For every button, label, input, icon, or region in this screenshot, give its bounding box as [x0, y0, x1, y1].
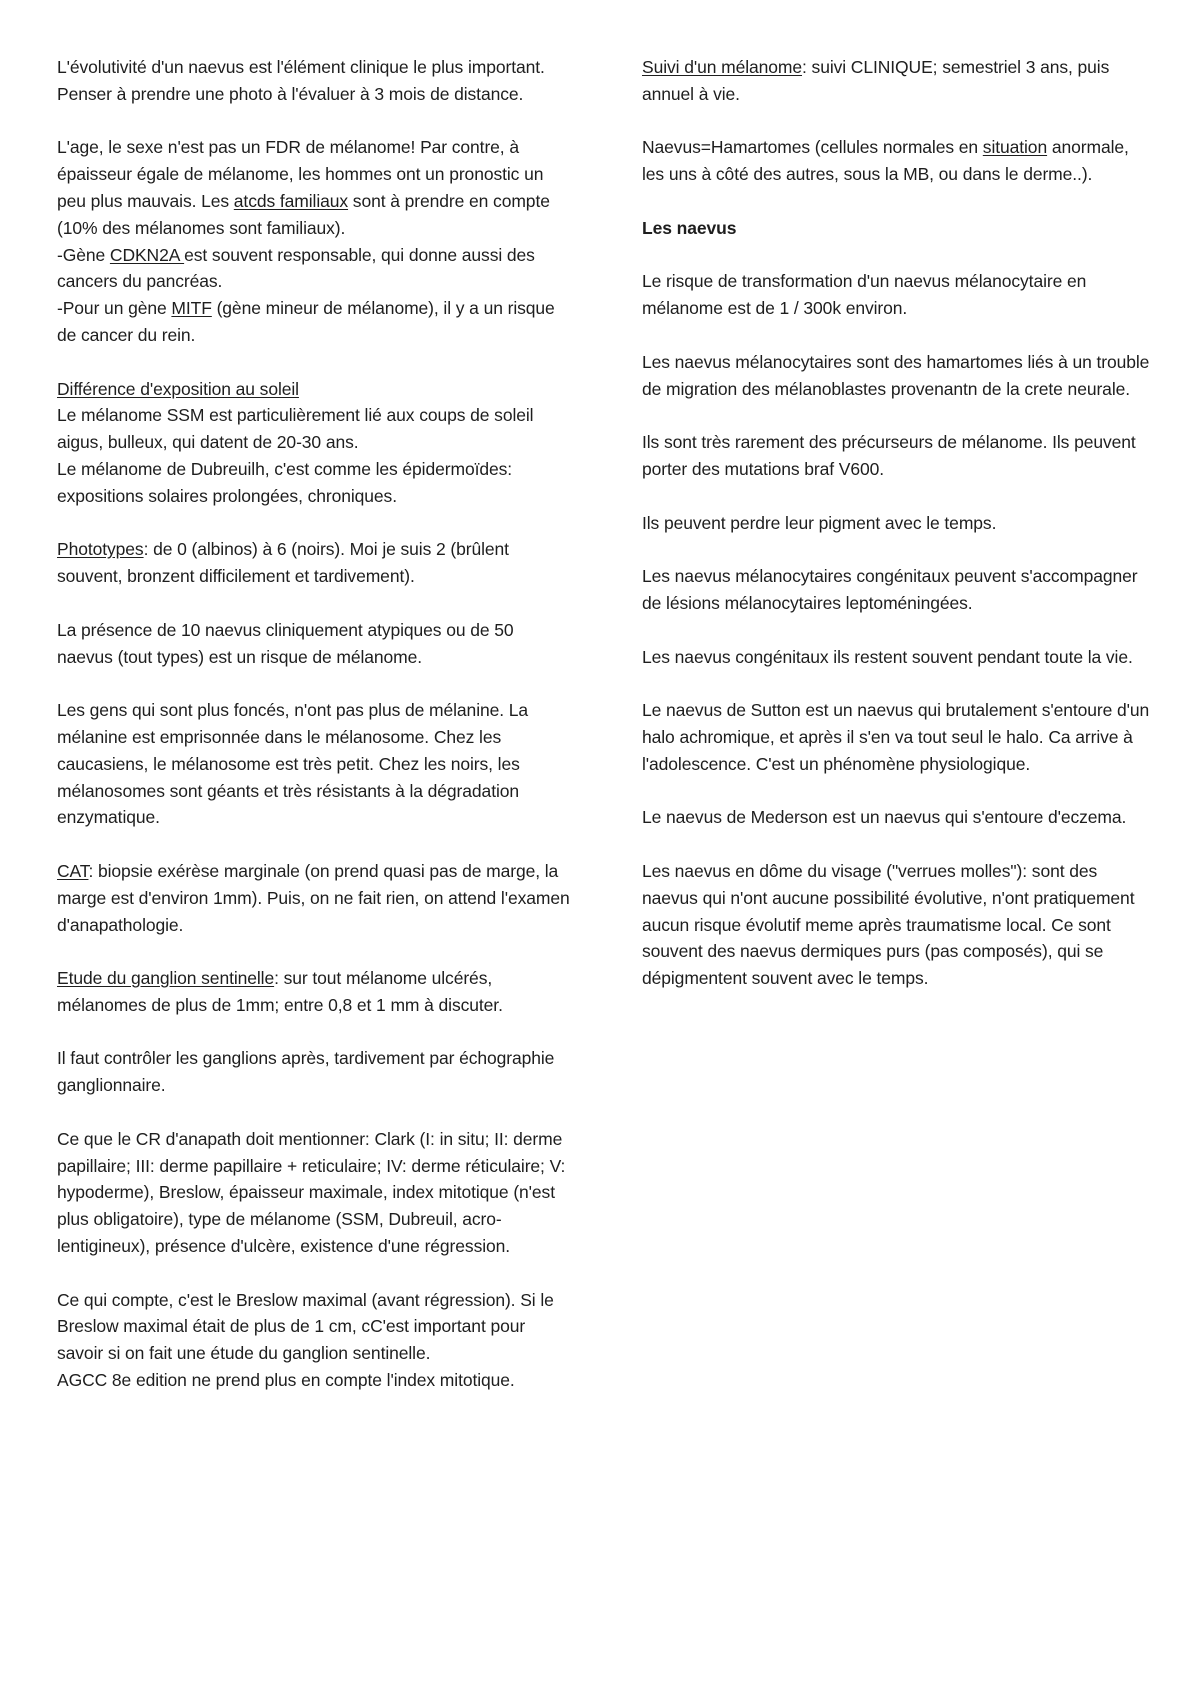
paragraph-phototypes [57, 536, 572, 590]
paragraph-precurseurs: Ils sont très rarement des précurseurs de mélanome. Ils peuvent porter des mutations braf V600. [642, 432, 1136, 479]
gene-line-cdkn2a [57, 242, 572, 296]
paragraph-breslow [57, 1287, 572, 1394]
paragraph-dome-visage: Les naevus en dôme du visage ("verrues molles"): sont des naevus qui n'ont aucune possibilité évolutive, n'ont pratiquement aucun risque évolutif meme après traumatisme local. Ce sont souvent des naevus dermiques purs (pas composés), qui se dépigmentent souvent avec le temps. [642, 860, 1135, 989]
paragraph-sutton: Le naevus de Sutton est un naevus qui brutalement s'entoure d'un halo achromique, et après il s'en va tout seul le halo. Ca arrive à l'adolescence. C'est un phénomène physiologique. [642, 700, 1150, 774]
paragraph-congenitaux-lepto: Les naevus mélanocytaires congénitaux peuvent s'accompagner de lésions mélanocytaires leptoméningées. [642, 566, 1138, 613]
paragraph-hamartomes [642, 134, 1152, 188]
gene-line-mitf [57, 295, 572, 349]
underlined-term-cat: CAT [57, 860, 89, 881]
underlined-term-mitf: MITF [171, 298, 212, 319]
paragraph-facteurs-risque [57, 134, 572, 348]
text-fragment: : sur tout mélanome ulcérés, mélanomes de plus de 1mm; entre 0,8 et 1 mm à discuter. [57, 968, 503, 1015]
underlined-term-atcds: atcds familiaux [233, 190, 349, 211]
paragraph-exposition-soleil [57, 376, 572, 510]
paragraph-melanine: Les gens qui sont plus foncés, n'ont pas plus de mélanine. La mélanine est emprisonnée dans le mélanosome. Chez les caucasiens, le mélanosome est très petit. Chez les noirs, les mélanosomes sont géants et très résistants à la dégradation enzymatique. [57, 700, 529, 828]
text-fragment: L'age, le sexe n'est pas un FDR de mélanome! Par contre, à épaisseur égale de mélanome, les hommes ont un pronostic un peu plus mauvais. Les [57, 137, 544, 211]
underlined-term-phototypes: Phototypes [57, 539, 144, 560]
text-fragment: (gène mineur de mélanome), il y a un risque de cancer du rein. [57, 298, 555, 345]
text-line: Le mélanome SSM est particulièrement lié aux coups de soleil aigus, bulleux, qui datent de 20-30 ans. [57, 405, 534, 453]
text-fragment: -Pour un gène [57, 298, 172, 319]
underlined-term-cdkn2a: CDKN2A [109, 244, 185, 265]
text-fragment: : biopsie exérèse marginale (on prend quasi pas de marge, la marge est d'environ 1mm). Puis, on ne fait rien, on attend l'examen d'anapathologie. [57, 860, 570, 935]
paragraph-cat [57, 858, 572, 938]
text-fragment: Naevus=Hamartomes (cellules normales en [642, 137, 983, 158]
paragraph-naevus-atypiques: La présence de 10 naevus cliniquement atypiques ou de 50 naevus (tout types) est un risque de mélanome. [57, 619, 514, 667]
text-fragment: : suivi CLINIQUE; semestriel 3 ans, puis annuel à vie. [642, 57, 1110, 104]
section-heading-naevus: Les naevus [642, 217, 737, 238]
paragraph-ganglion-sentinelle [57, 965, 572, 1019]
paragraph-cr-anapath: Ce que le CR d'anapath doit mentionner: Clark (I: in situ; II: derme papillaire; III: derme papillaire + reticulaire; IV: derme réticulaire; V: hypoderme), Breslow, épaisseur maximale, index mitotique (n'est plus obligatoire), type de mélanome (SSM, Dubreuil, acro-lentigineux), présence d'ulcère, existence d'une régression. [57, 1128, 566, 1257]
paragraph-pigment: Ils peuvent perdre leur pigment avec le temps. [642, 512, 997, 533]
paragraph-suivi-melanome [642, 54, 1152, 108]
right-column [642, 54, 1152, 1019]
text-fragment: : de 0 (albinos) à 6 (noirs). Moi je suis 2 (brûlent souvent, bronzent difficilement et tardivement). [57, 539, 509, 587]
text-fragment: -Gène [57, 244, 110, 265]
underlined-term-situation: situation [982, 137, 1048, 158]
paragraph-risque-transformation: Le risque de transformation d'un naevus mélanocytaire en mélanome est de 1 / 300k environ. [642, 271, 1087, 319]
text-line: Le mélanome de Dubreuilh, c'est comme les épidermoïdes: expositions solaires prolongées, chroniques. [57, 458, 513, 506]
text-line: AGCC 8e edition ne prend plus en compte l'index mitotique. [57, 1370, 515, 1391]
text-line: Ce qui compte, c'est le Breslow maximal (avant régression). Si le Breslow maximal était de plus de 1 cm, cC'est important pour savoir si on fait une étude du ganglion sentinelle. [57, 1289, 554, 1364]
paragraph-evolutivite: L'évolutivité d'un naevus est l'élément clinique le plus important. Penser à prendre une photo à l'évaluer à 3 mois de distance. [57, 57, 545, 104]
section-title-exposition: Différence d'exposition au soleil [57, 378, 299, 399]
paragraph-congenitaux-vie: Les naevus congénitaux ils restent souvent pendant toute la vie. [642, 646, 1133, 667]
paragraph-controle-ganglions: Il faut contrôler les ganglions après, tardivement par échographie ganglionnaire. [57, 1048, 555, 1096]
paragraph-mederson: Le naevus de Mederson est un naevus qui s'entoure d'eczema. [642, 807, 1127, 828]
paragraph-migration: Les naevus mélanocytaires sont des hamartomes liés à un trouble de migration des mélanoblastes provenantn de la crete neurale. [642, 351, 1150, 399]
text-fragment: est souvent responsable, qui donne aussi des cancers du pancréas. [57, 244, 535, 292]
underlined-term-suivi: Suivi d'un mélanome [642, 57, 803, 77]
left-column [57, 54, 572, 1421]
underlined-term-ganglion: Etude du ganglion sentinelle [57, 968, 275, 989]
text-fragment: anormale, les uns à côté des autres, sous la MB, ou dans le derme..). [642, 137, 1129, 185]
text-fragment: sont à prendre en compte (10% des mélanomes sont familiaux). [57, 190, 550, 238]
